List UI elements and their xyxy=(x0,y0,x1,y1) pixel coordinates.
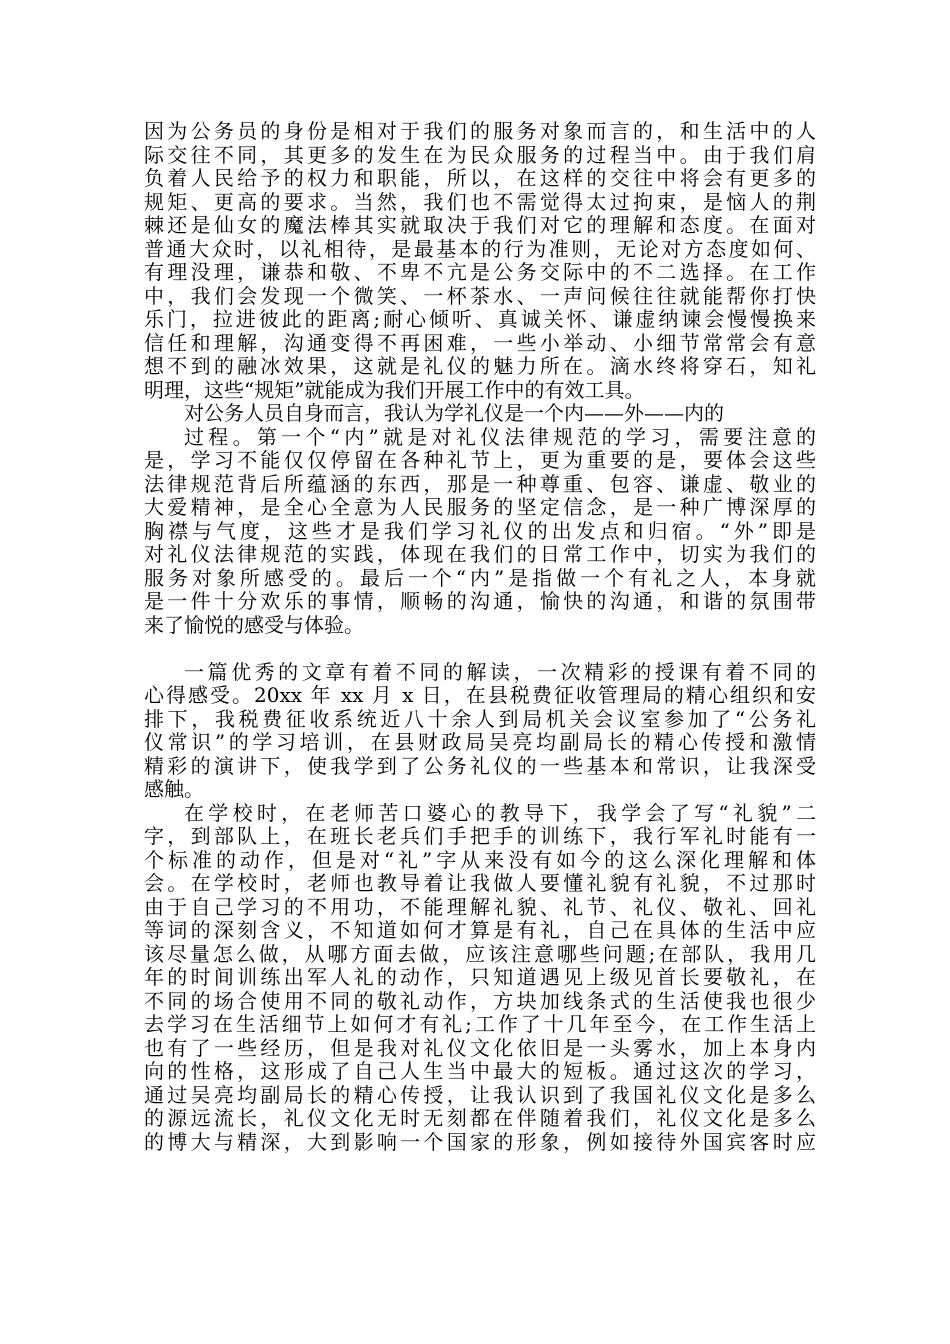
text-line: 是一件十分欢乐的事情，顺畅的沟通，愉快的沟通，和谐的氛围带 xyxy=(144,589,816,613)
text-line: 年的时间训练出军人礼的动作，只知道遇见上级见首长要敬礼，在 xyxy=(144,965,816,989)
text-line: 排下，我税费征收系统近八十余人到局机关会议室参加了“公务礼 xyxy=(144,706,816,731)
text-line: 由于自己学习的不用功，不能理解礼貌、礼节、礼仪、敬礼、回礼 xyxy=(144,894,816,919)
text-line: 在学校时，在老师苦口婆心的教导下，我学会了写“礼貌”二 xyxy=(184,800,816,825)
text-line: 会。在学校时，老师也教导着让我做人要懂礼貌有礼貌，不过那时 xyxy=(144,871,816,895)
text-line: 明理，这些“规矩”就能成为我们开展工作中的有效工具。 xyxy=(144,377,645,402)
text-line: 向的性格，这形成了自己人生当中最大的短板。通过这次的学习， xyxy=(144,1059,816,1083)
text-line: 该尽量怎么做，从哪方面去做，应该注意哪些问题;在部队，我用几 xyxy=(144,941,816,966)
text-line: 感触。 xyxy=(144,777,204,801)
text-line: 一篇优秀的文章有着不同的解读，一次精彩的授课有着不同的 xyxy=(184,659,816,684)
paragraph-3 xyxy=(144,661,816,802)
paragraph-4 xyxy=(144,802,816,1155)
text-line: 对礼仪法律规范的实践，体现在我们的日常工作中，切实为我们的 xyxy=(144,542,816,566)
text-line: 个标准的动作，但是对“礼”字从来没有如今的这么深化理解和体 xyxy=(144,847,816,872)
text-line: 乐门，拉进彼此的距离;耐心倾听、真诚关怀、谦虚纳谏会慢慢换来 xyxy=(144,307,816,331)
text-line: 等词的深刻含义，不知道如何才算是有礼，自己在具体的生活中应 xyxy=(144,918,816,942)
text-line: 服务对象所感受的。最后一个“内”是指做一个有礼之人，本身就 xyxy=(144,565,816,590)
document-body xyxy=(144,120,816,1154)
paragraph-gap xyxy=(144,637,816,661)
text-line: 大爱精神，是全心全意为人民服务的坚定信念，是一种广博深厚的 xyxy=(144,495,816,519)
text-line: 棘还是仙女的魔法棒其实就取决于我们对它的理解和态度。在面对 xyxy=(144,213,816,237)
text-line: 信任和理解，沟通变得不再困难，一些小举动、小细节常常会有意 xyxy=(144,330,816,355)
text-line: 来了愉悦的感受与体验。 xyxy=(144,612,364,637)
text-line: 精彩的演讲下，使我学到了公务礼仪的一些基本和常识，让我深受 xyxy=(144,753,816,778)
text-line: 因为公务员的身份是相对于我们的服务对象而言的，和生活中的人 xyxy=(144,119,816,143)
text-line: 的源远流长，礼仪文化无时无刻都在伴随着我们，礼仪文化是多么 xyxy=(144,1106,816,1130)
text-line: 法律规范背后所蕴涵的东西，那是一种尊重、包容、谦虚、敬业的 xyxy=(144,471,816,496)
text-line: 负着人民给予的权力和职能，所以，在这样的交往中将会有更多的 xyxy=(144,166,816,190)
text-line: 对公务人员自身而言，我认为学礼仪是一个内——外——内的 xyxy=(184,401,724,425)
text-line: 仪常识”的学习培训，在县财政局吴亮均副局长的精心传授和激情 xyxy=(144,730,816,754)
text-line: 是，学习不能仅仅停留在各种礼节上，更为重要的是，要体会这些 xyxy=(144,448,816,472)
text-line: 字，到部队上，在班长老兵们手把手的训练下，我行军礼时能有一 xyxy=(144,824,816,848)
text-line: 有理没理，谦恭和敬、不卑不亢是公务交际中的不二选择。在工作 xyxy=(144,260,816,284)
text-line: 想不到的融冰效果，这就是礼仪的魅力所在。滴水终将穿石，知礼 xyxy=(144,354,816,378)
paragraph-2 xyxy=(144,402,816,637)
text-line: 通过吴亮均副局长的精心传授，让我认识到了我国礼仪文化是多么 xyxy=(144,1082,816,1107)
text-line: 的博大与精深，大到影响一个国家的形象，例如接待外国宾客时应 xyxy=(144,1129,816,1154)
text-line: 中，我们会发现一个微笑、一杯茶水、一声问候往往就能帮你打快 xyxy=(144,283,816,308)
paragraph-1 xyxy=(144,120,816,402)
text-line: 际交往不同，其更多的发生在为民众服务的过程当中。由于我们肩 xyxy=(144,142,816,167)
text-line: 胸襟与气度，这些才是我们学习礼仪的出发点和归宿。“外”即是 xyxy=(144,518,816,543)
text-line: 不同的场合使用不同的敬礼动作，方块加线条式的生活使我也很少 xyxy=(144,988,816,1013)
text-line: 规矩、更高的要求。当然，我们也不需觉得太过拘束，是恼人的荆 xyxy=(144,189,816,214)
text-line: 去学习在生活细节上如何才有礼;工作了十几年至今，在工作生活上 xyxy=(144,1012,816,1036)
text-line: 过程。第一个“内”就是对礼仪法律规范的学习，需要注意的 xyxy=(184,424,816,449)
text-line: 普通大众时，以礼相待，是最基本的行为准则，无论对方态度如何、 xyxy=(144,236,816,261)
text-line: 也有了一些经历，但是我对礼仪文化依旧是一头雾水，加上本身内 xyxy=(144,1035,816,1060)
text-line: 心得感受。20xx 年 xx 月 x 日，在县税费征收管理局的精心组织和安 xyxy=(144,683,816,707)
